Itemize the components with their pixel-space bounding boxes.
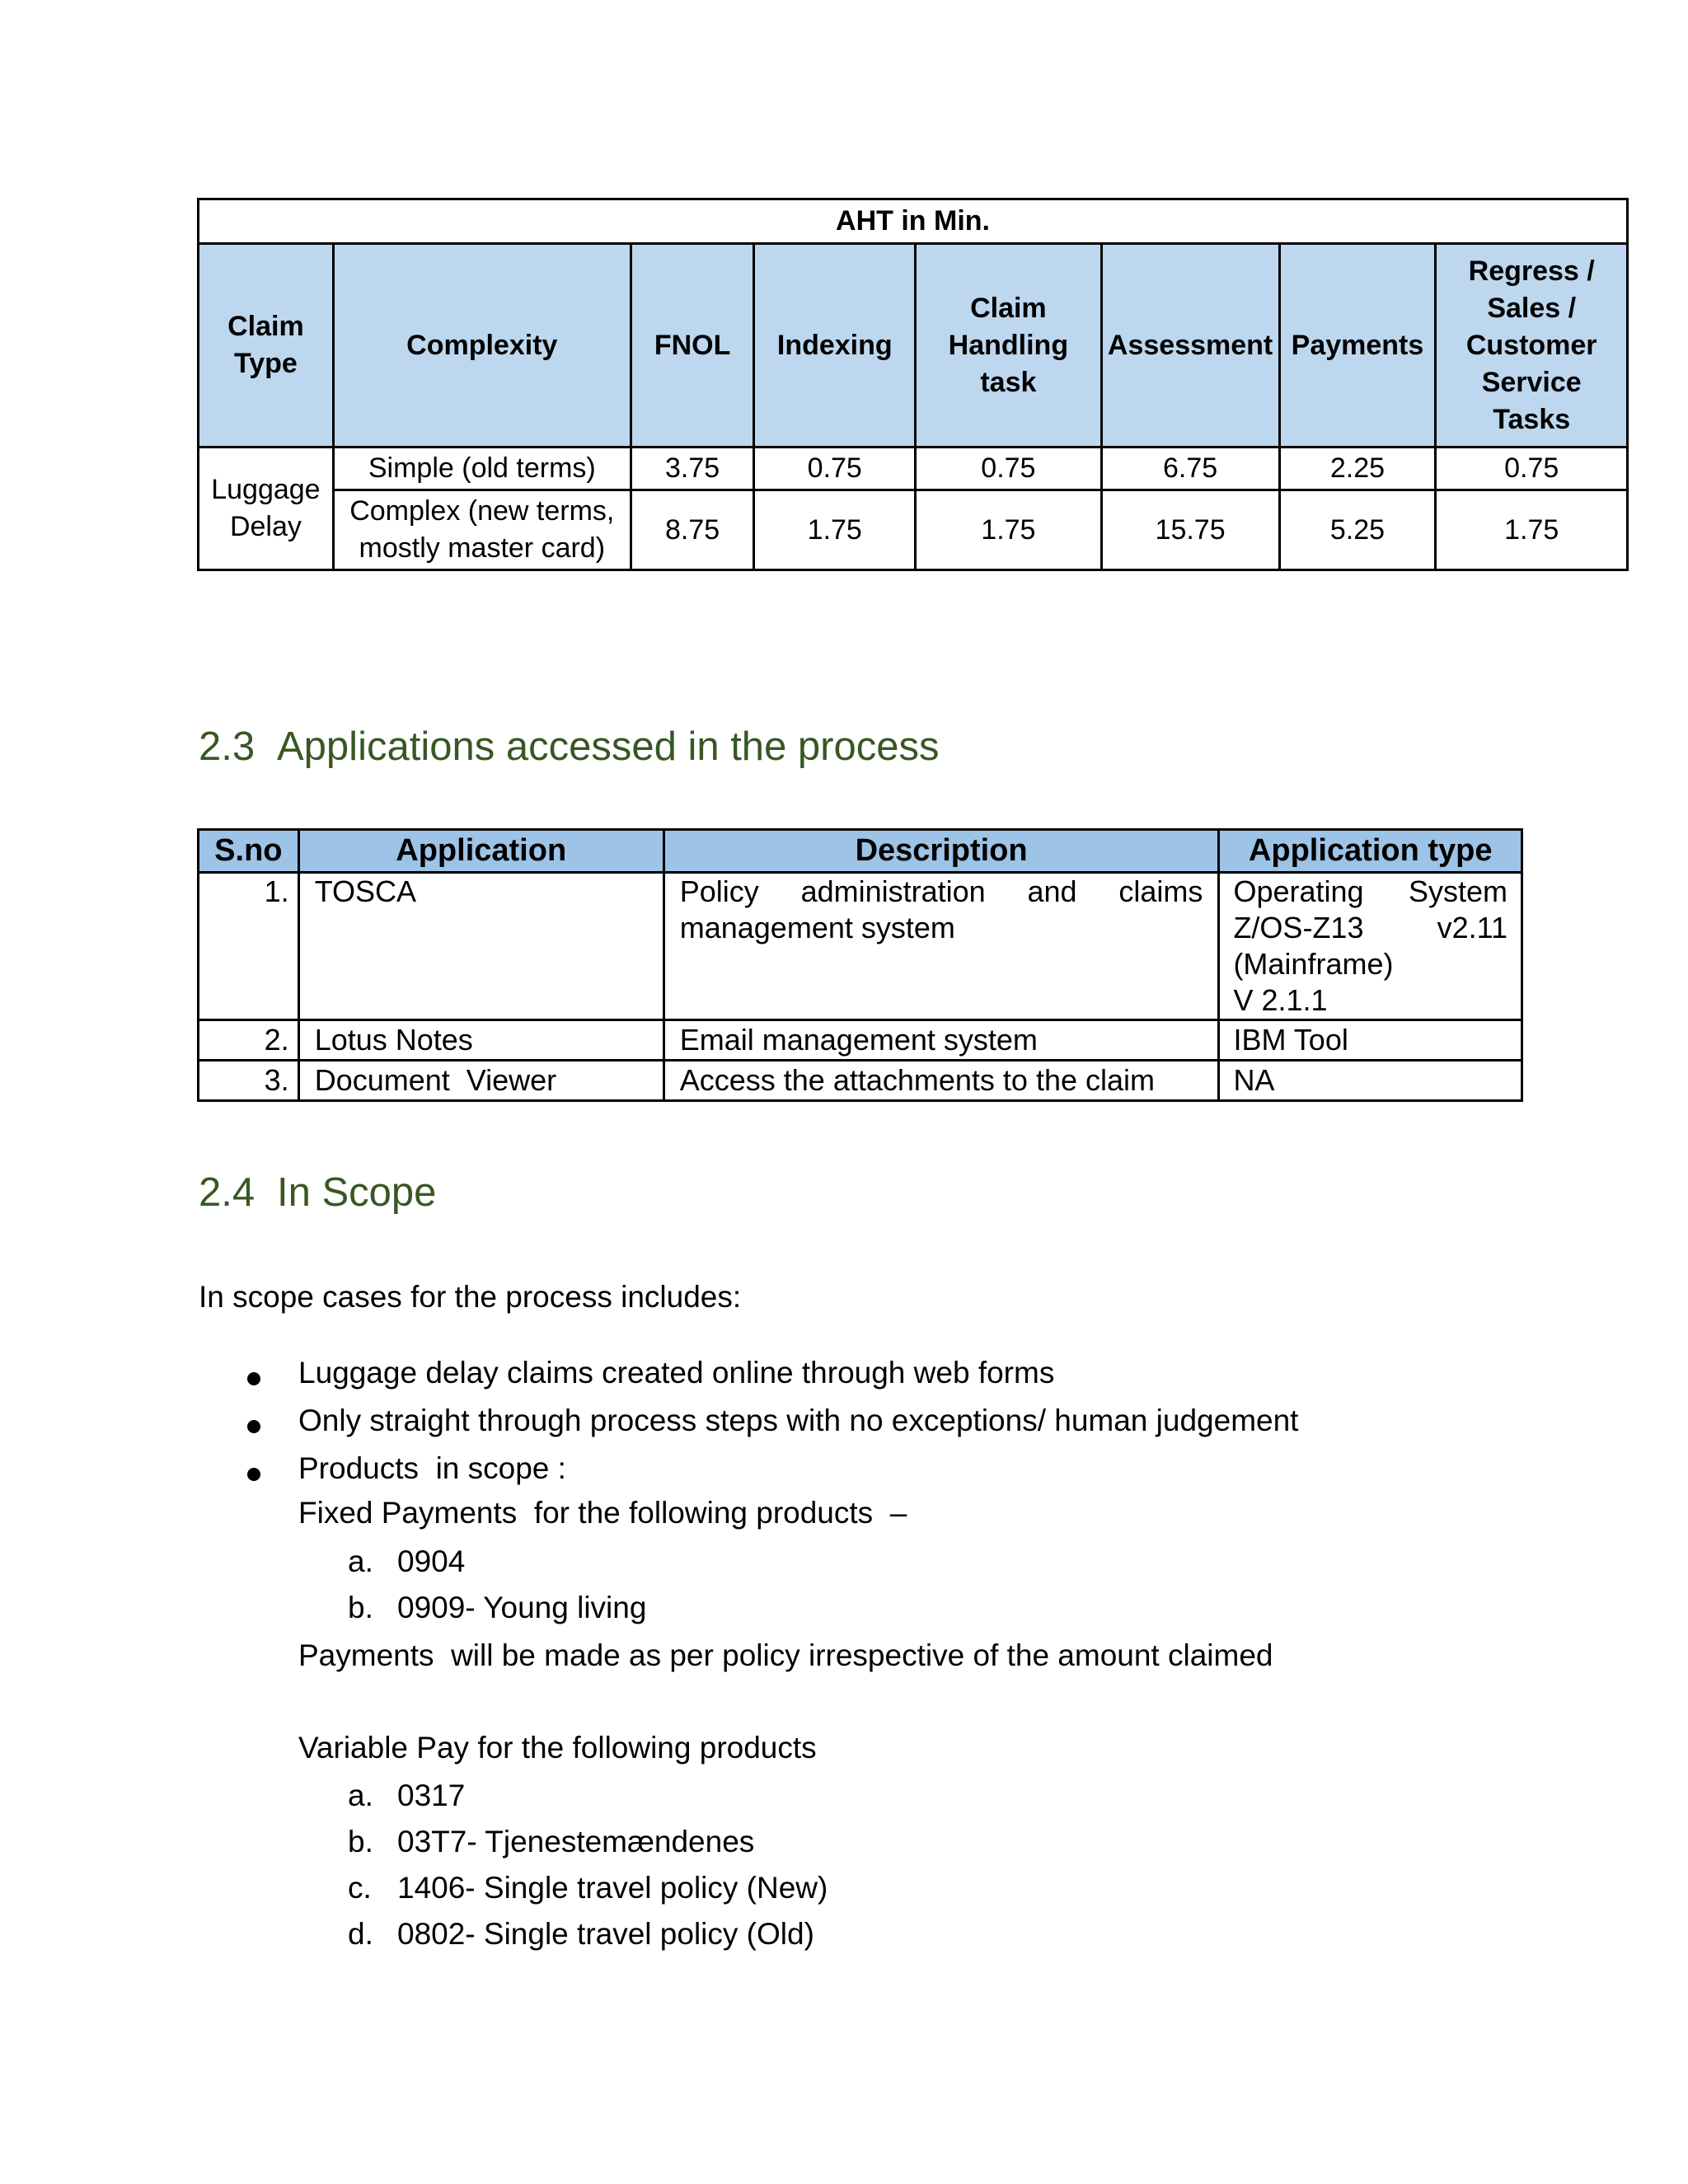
regress-cell: 1.75 (1436, 490, 1628, 570)
assessment-cell: 6.75 (1101, 448, 1279, 490)
type-line: V 2.1.1 (1233, 983, 1328, 1017)
bullet-icon (247, 1372, 260, 1385)
section-number: 2.4 (199, 1170, 256, 1215)
word: claims (1118, 874, 1203, 908)
list-label: d. (348, 1917, 373, 1951)
section-heading-2-3 (199, 724, 940, 770)
header-claim-type: Claim Type (199, 244, 334, 448)
scope-bullet: Products in scope : (298, 1451, 566, 1485)
section-title: Applications accessed in the process (277, 724, 940, 769)
applications-table (197, 828, 1523, 1102)
list-label: b. (348, 1825, 373, 1858)
description-cell: Access the attachments to the claim (663, 1061, 1219, 1101)
aht-title: AHT in Min. (199, 199, 1628, 244)
aht-table (197, 198, 1629, 571)
payments-cell: 2.25 (1279, 448, 1436, 490)
claim-handling-cell: 0.75 (916, 448, 1102, 490)
scope-intro: In scope cases for the process includes: (199, 1280, 742, 1314)
word: v2.11 (1437, 911, 1507, 944)
table-row (199, 490, 1628, 570)
list-item (348, 1871, 828, 1905)
assessment-cell: 15.75 (1101, 490, 1279, 570)
claim-type-cell: Luggage Delay (199, 448, 334, 570)
table-row (199, 448, 1628, 490)
section-heading-2-4 (199, 1169, 436, 1216)
sno-cell: 1. (199, 873, 299, 1020)
list-label: b. (348, 1591, 373, 1624)
header-description: Description (663, 830, 1219, 873)
list-item (348, 1825, 754, 1859)
description-cell: Email management system (663, 1020, 1219, 1061)
indexing-cell: 0.75 (754, 448, 916, 490)
word: Z/OS-Z13 (1233, 911, 1364, 944)
application-type-cell (1219, 873, 1522, 1020)
indexing-cell: 1.75 (754, 490, 916, 570)
header-payments: Payments (1279, 244, 1436, 448)
word: and (1027, 874, 1077, 908)
payments-cell: 5.25 (1279, 490, 1436, 570)
sno-cell: 2. (199, 1020, 299, 1061)
header-regress-sales: Regress / Sales / Customer Service Tasks (1436, 244, 1628, 448)
list-text: 0909- Young living (397, 1591, 647, 1624)
description-cell (663, 873, 1219, 1020)
application-cell: TOSCA (298, 873, 663, 1020)
list-label: c. (348, 1871, 372, 1905)
application-cell: Document Viewer (298, 1061, 663, 1101)
header-fnol: FNOL (631, 244, 754, 448)
table-row (199, 873, 1522, 1020)
list-item (348, 1779, 465, 1813)
sno-cell: 3. (199, 1061, 299, 1101)
fixed-payments-note: Payments will be made as per policy irrespective of the amount claimed (298, 1638, 1273, 1672)
claim-handling-cell: 1.75 (916, 490, 1102, 570)
application-cell: Lotus Notes (298, 1020, 663, 1061)
type-line (1233, 874, 1507, 910)
application-type-cell: IBM Tool (1219, 1020, 1522, 1061)
table-row (199, 1020, 1522, 1061)
complexity-cell: Complex (new terms, mostly master card) (333, 490, 631, 570)
fnol-cell: 3.75 (631, 448, 754, 490)
word: Operating (1233, 874, 1364, 908)
list-text: 1406- Single travel policy (New) (397, 1871, 828, 1905)
header-indexing: Indexing (754, 244, 916, 448)
list-item (348, 1917, 814, 1952)
scope-bullet: Only straight through process steps with no exceptions/ human judgement (298, 1404, 1299, 1437)
list-item (348, 1544, 465, 1579)
word: administration (800, 874, 986, 908)
header-sno: S.no (199, 830, 299, 873)
variable-pay-heading: Variable Pay for the following products (298, 1731, 817, 1765)
word: Policy (679, 874, 759, 908)
list-text: 0802- Single travel policy (Old) (397, 1917, 814, 1951)
section-number: 2.3 (199, 724, 256, 769)
header-assessment: Assessment (1101, 244, 1279, 448)
description-line (680, 874, 1203, 910)
header-claim-handling: Claim Handling task (916, 244, 1102, 448)
section-title: In Scope (277, 1170, 437, 1215)
list-text: 03T7- Tjenestemændenes (397, 1825, 755, 1858)
description-line: management system (679, 911, 955, 944)
header-application: Application (298, 830, 663, 873)
bullet-icon (247, 1420, 260, 1433)
type-line: (Mainframe) (1233, 947, 1394, 981)
word: System (1408, 874, 1507, 908)
type-line (1233, 910, 1507, 946)
fnol-cell: 8.75 (631, 490, 754, 570)
header-complexity: Complexity (333, 244, 631, 448)
header-application-type: Application type (1219, 830, 1522, 873)
list-text: 0317 (397, 1779, 466, 1812)
list-text: 0904 (397, 1544, 466, 1578)
table-row (199, 1061, 1522, 1101)
fixed-payments-heading: Fixed Payments for the following products – (298, 1496, 907, 1530)
complexity-cell: Simple (old terms) (333, 448, 631, 490)
bullet-icon (247, 1468, 260, 1481)
application-type-cell: NA (1219, 1061, 1522, 1101)
list-label: a. (348, 1779, 373, 1812)
regress-cell: 0.75 (1436, 448, 1628, 490)
list-item (348, 1591, 646, 1625)
list-label: a. (348, 1544, 373, 1578)
scope-bullet: Luggage delay claims created online through web forms (298, 1356, 1055, 1390)
